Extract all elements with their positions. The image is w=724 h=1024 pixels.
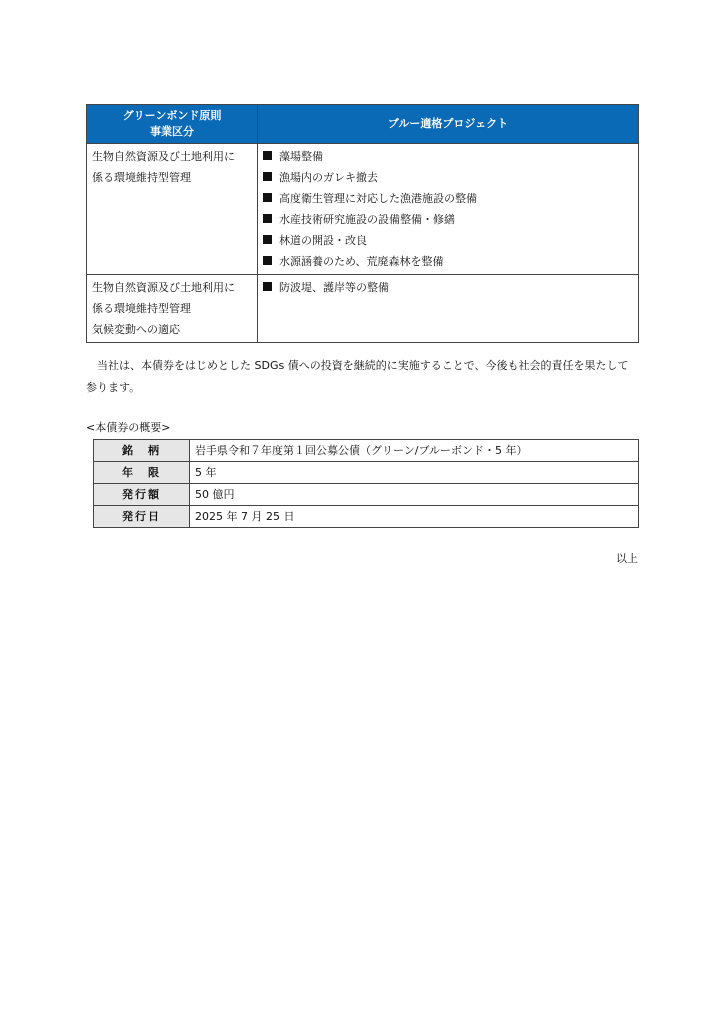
table-row — [94, 484, 639, 506]
table-row — [87, 144, 639, 275]
list-item — [263, 209, 633, 230]
issue-amount-value: 50 億円 — [190, 484, 639, 506]
square-bullet-icon — [263, 151, 272, 160]
list-item — [263, 277, 633, 298]
category-cell — [87, 275, 258, 343]
category-line: 係る環境維持型管理 — [92, 171, 191, 184]
square-bullet-icon — [263, 256, 272, 265]
issue-amount-label: 発行額 — [94, 484, 190, 506]
project-list-cell — [258, 275, 639, 343]
issue-date-label: 発行日 — [94, 506, 190, 528]
body-paragraph: 当社は、本債券をはじめとした SDGs 債への投資を継続的に実施することで、今後も社会的責任を果たして参ります。 — [86, 359, 629, 394]
list-item-text: 漁場内のガレキ撤去 — [279, 171, 378, 184]
list-item — [263, 251, 633, 272]
square-bullet-icon — [263, 172, 272, 181]
category-line: 係る環境維持型管理 — [92, 302, 191, 315]
square-bullet-icon — [263, 282, 272, 291]
list-item-text: 高度衛生管理に対応した漁港施設の整備 — [279, 192, 477, 205]
square-bullet-icon — [263, 235, 272, 244]
header-category-line: グリーンボンド原則 — [122, 109, 222, 122]
header-category — [87, 105, 258, 144]
bond-term-label: 年 限 — [94, 462, 190, 484]
list-item — [263, 230, 633, 251]
list-item — [263, 146, 633, 167]
closing-mark: 以上 — [616, 552, 638, 565]
list-item-text: 水源涵養のため、荒廃森林を整備 — [279, 255, 444, 268]
list-item — [263, 167, 633, 188]
list-item-text: 林道の開設・改良 — [279, 234, 367, 247]
list-item-text: 防波堤、護岸等の整備 — [279, 281, 389, 294]
square-bullet-icon — [263, 214, 272, 223]
table-row — [94, 440, 639, 462]
category-cell — [87, 144, 258, 275]
category-line: 気候変動への適応 — [92, 323, 180, 336]
category-line: 生物自然資源及び土地利用に — [92, 281, 235, 294]
table-row — [94, 462, 639, 484]
table-header-row — [87, 105, 639, 144]
bond-name-label: 銘 柄 — [94, 440, 190, 462]
table-row — [94, 506, 639, 528]
list-item-text: 藻場整備 — [279, 150, 323, 163]
bond-summary-table — [93, 439, 639, 528]
bond-name-value: 岩手県令和７年度第１回公募公債（グリーン/ブルーボンド・5 年） — [190, 440, 639, 462]
list-item-text: 水産技術研究施設の設備整備・修繕 — [279, 213, 455, 226]
header-category-line: 事業区分 — [150, 125, 194, 138]
table-row — [87, 275, 639, 343]
bond-summary-heading: <本債券の概要> — [86, 421, 171, 434]
issue-date-value: 2025 年 7 月 25 日 — [190, 506, 639, 528]
list-item — [263, 188, 633, 209]
category-line: 生物自然資源及び土地利用に — [92, 150, 235, 163]
header-blue-projects: ブルー適格プロジェクト — [258, 105, 639, 144]
bond-term-value: 5 年 — [190, 462, 639, 484]
blue-project-table — [86, 104, 639, 343]
square-bullet-icon — [263, 193, 272, 202]
project-list-cell — [258, 144, 639, 275]
